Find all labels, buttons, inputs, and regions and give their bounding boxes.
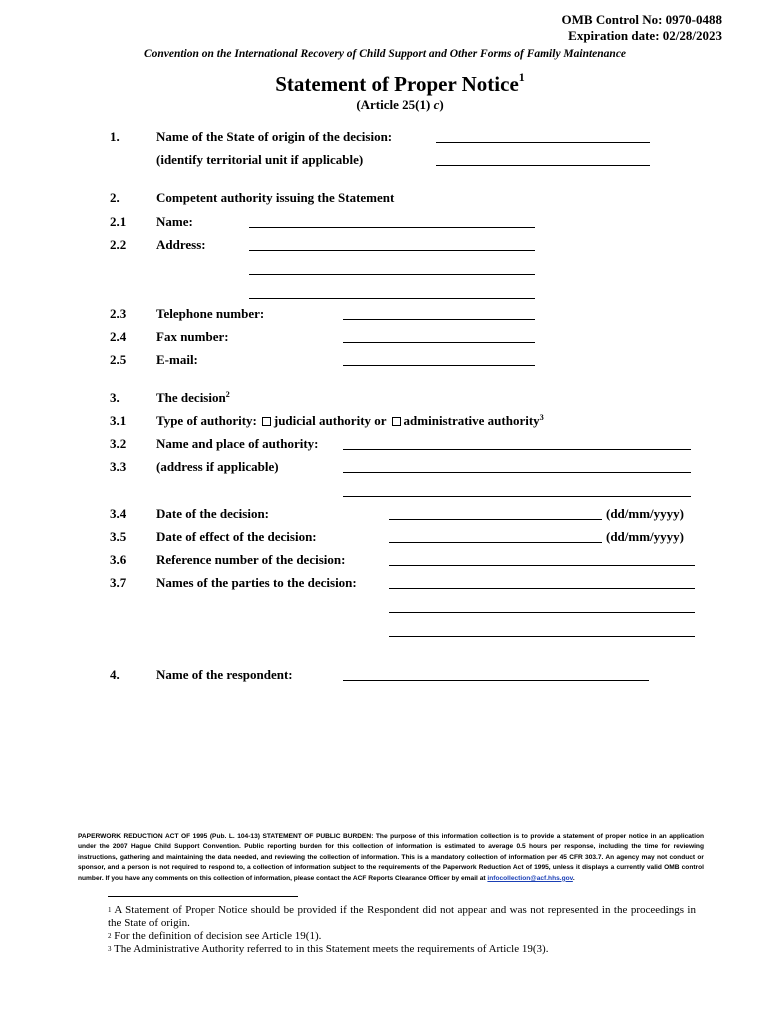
item-3-5-label: Date of effect of the decision: [156, 529, 317, 544]
item-3-7-number: 3.7 [110, 575, 127, 590]
section-3-label [156, 390, 230, 406]
item-2-1-number: 2.1 [110, 214, 127, 229]
item-3-5-number: 3.5 [110, 529, 127, 544]
page-title [0, 72, 770, 97]
item-2-3-label: Telephone number: [156, 306, 265, 321]
authority-address-field-2[interactable] [249, 274, 535, 275]
item-2-2-label: Address: [156, 237, 206, 252]
authority-address-field-3[interactable] [249, 298, 535, 299]
title-footnote-ref: 1 [518, 70, 525, 84]
administrative-footnote-ref: 3 [539, 413, 544, 422]
footnote-2 [108, 930, 696, 943]
omb-control-number: OMB Control No: 0970-0488 [561, 12, 722, 27]
authority-address-field-1[interactable] [249, 250, 535, 251]
authority-name-field[interactable] [249, 227, 535, 228]
item-3-6-number: 3.6 [110, 552, 127, 567]
decision-date-field[interactable] [389, 519, 602, 520]
item-3-2-label: Name and place of authority: [156, 436, 319, 451]
article-italic: c [433, 97, 440, 112]
section-4-number: 4. [110, 667, 120, 682]
territorial-unit-label: (identify territorial unit if applicable) [156, 152, 364, 167]
section-2-label: Competent authority issuing the Statement [156, 190, 395, 205]
expiration-date: Expiration date: 02/28/2023 [568, 28, 722, 43]
section-1-number: 1. [110, 129, 120, 144]
judicial-authority-checkbox[interactable] [262, 417, 271, 426]
respondent-name-field[interactable] [343, 680, 649, 681]
paperwork-text: PAPERWORK REDUCTION ACT OF 1995 (Pub. L. 104-13) STATEMENT OF PUBLIC BURDEN: The purpose of this information collection is to provide a statement of proper notice in an application under the 2007 Hague Child Support Convention. Public reporting burden for this collection of information is estimated to average 0.5 hours per response, including the time for reviewing instructions, gathering and maintaining the data needed, and reviewing the collection of information. This is a mandatory collection of information per 45 CFR 303.7. An agency may not conduct or sponsor, and a person is not required to respond to, a collection of information subject to the requirements of the Paperwork Reduction Act of 1995, unless it displays a currently valid OMB control number. If you have any comments on this collection of information, please contact the ACF Reports Clearance Officer by email at [78, 833, 704, 882]
section-4-label: Name of the respondent: [156, 667, 293, 682]
article-suffix: ) [439, 97, 444, 112]
article-reference [0, 97, 770, 113]
administrative-authority-label: administrative authority [403, 413, 540, 428]
footnote-2-text: For the definition of decision see Article 19(1). [111, 930, 322, 942]
item-2-4-label: Fax number: [156, 329, 229, 344]
footnote-3-text: The Administrative Authority referred to in this Statement meets the requirements of Article 19(3). [111, 943, 549, 955]
parties-field-2[interactable] [389, 612, 695, 613]
footnote-separator [108, 896, 298, 897]
parties-field-1[interactable] [389, 588, 695, 589]
section-3-number: 3. [110, 390, 120, 405]
effect-date-format: (dd/mm/yyyy) [606, 529, 684, 544]
telephone-field[interactable] [343, 319, 535, 320]
title-text: Statement of Proper Notice [275, 72, 519, 96]
parties-field-3[interactable] [389, 636, 695, 637]
paperwork-end: . [572, 874, 575, 882]
item-3-4-number: 3.4 [110, 506, 127, 521]
footnote-2-mark: 2 [108, 932, 112, 940]
email-field[interactable] [343, 365, 535, 366]
item-3-7-label: Names of the parties to the decision: [156, 575, 357, 590]
footnote-1-mark: 1 [108, 906, 112, 914]
decision-date-format: (dd/mm/yyyy) [606, 506, 684, 521]
state-of-origin-field[interactable] [436, 142, 650, 143]
item-2-5-number: 2.5 [110, 352, 127, 367]
item-2-3-number: 2.3 [110, 306, 127, 321]
convention-title: Convention on the International Recovery of Child Support and Other Forms of Family Maintenance [143, 48, 627, 60]
omb-block [562, 12, 722, 44]
footnote-1 [108, 904, 696, 930]
judicial-authority-label: judicial authority or [273, 413, 387, 428]
item-2-1-label: Name: [156, 214, 193, 229]
article-prefix: (Article 25(1) [356, 97, 434, 112]
section-1-label: Name of the State of origin of the decision: [156, 129, 393, 144]
footnotes [108, 904, 696, 956]
item-3-3-number: 3.3 [110, 459, 127, 474]
info-collection-email-link[interactable]: infocollection@acf.hhs.gov [487, 874, 573, 882]
authority-type-label: Type of authority: [156, 413, 257, 428]
authority-type-row [156, 413, 544, 429]
paperwork-reduction-notice [78, 832, 704, 884]
footnote-3 [108, 943, 696, 956]
footnote-3-mark: 3 [108, 945, 112, 953]
item-2-4-number: 2.4 [110, 329, 127, 344]
authority-address-line-1[interactable] [343, 472, 691, 473]
item-3-4-label: Date of the decision: [156, 506, 270, 521]
item-3-3-label: (address if applicable) [156, 459, 279, 474]
item-2-2-number: 2.2 [110, 237, 127, 252]
authority-name-place-field[interactable] [343, 449, 691, 450]
reference-number-field[interactable] [389, 565, 695, 566]
item-3-2-number: 3.2 [110, 436, 127, 451]
item-3-1-number: 3.1 [110, 413, 127, 428]
item-2-5-label: E-mail: [156, 352, 198, 367]
footnote-1-text: A Statement of Proper Notice should be provided if the Respondent did not appear and was not represented in the proceedings in the State of origin. [108, 904, 696, 929]
territorial-unit-field[interactable] [436, 165, 650, 166]
administrative-authority-checkbox[interactable] [392, 417, 401, 426]
authority-address-line-2[interactable] [343, 496, 691, 497]
section-3-label-text: The decision [156, 390, 226, 405]
item-3-6-label: Reference number of the decision: [156, 552, 346, 567]
fax-field[interactable] [343, 342, 535, 343]
decision-footnote-ref: 2 [225, 390, 230, 399]
section-2-number: 2. [110, 190, 120, 205]
effect-date-field[interactable] [389, 542, 602, 543]
